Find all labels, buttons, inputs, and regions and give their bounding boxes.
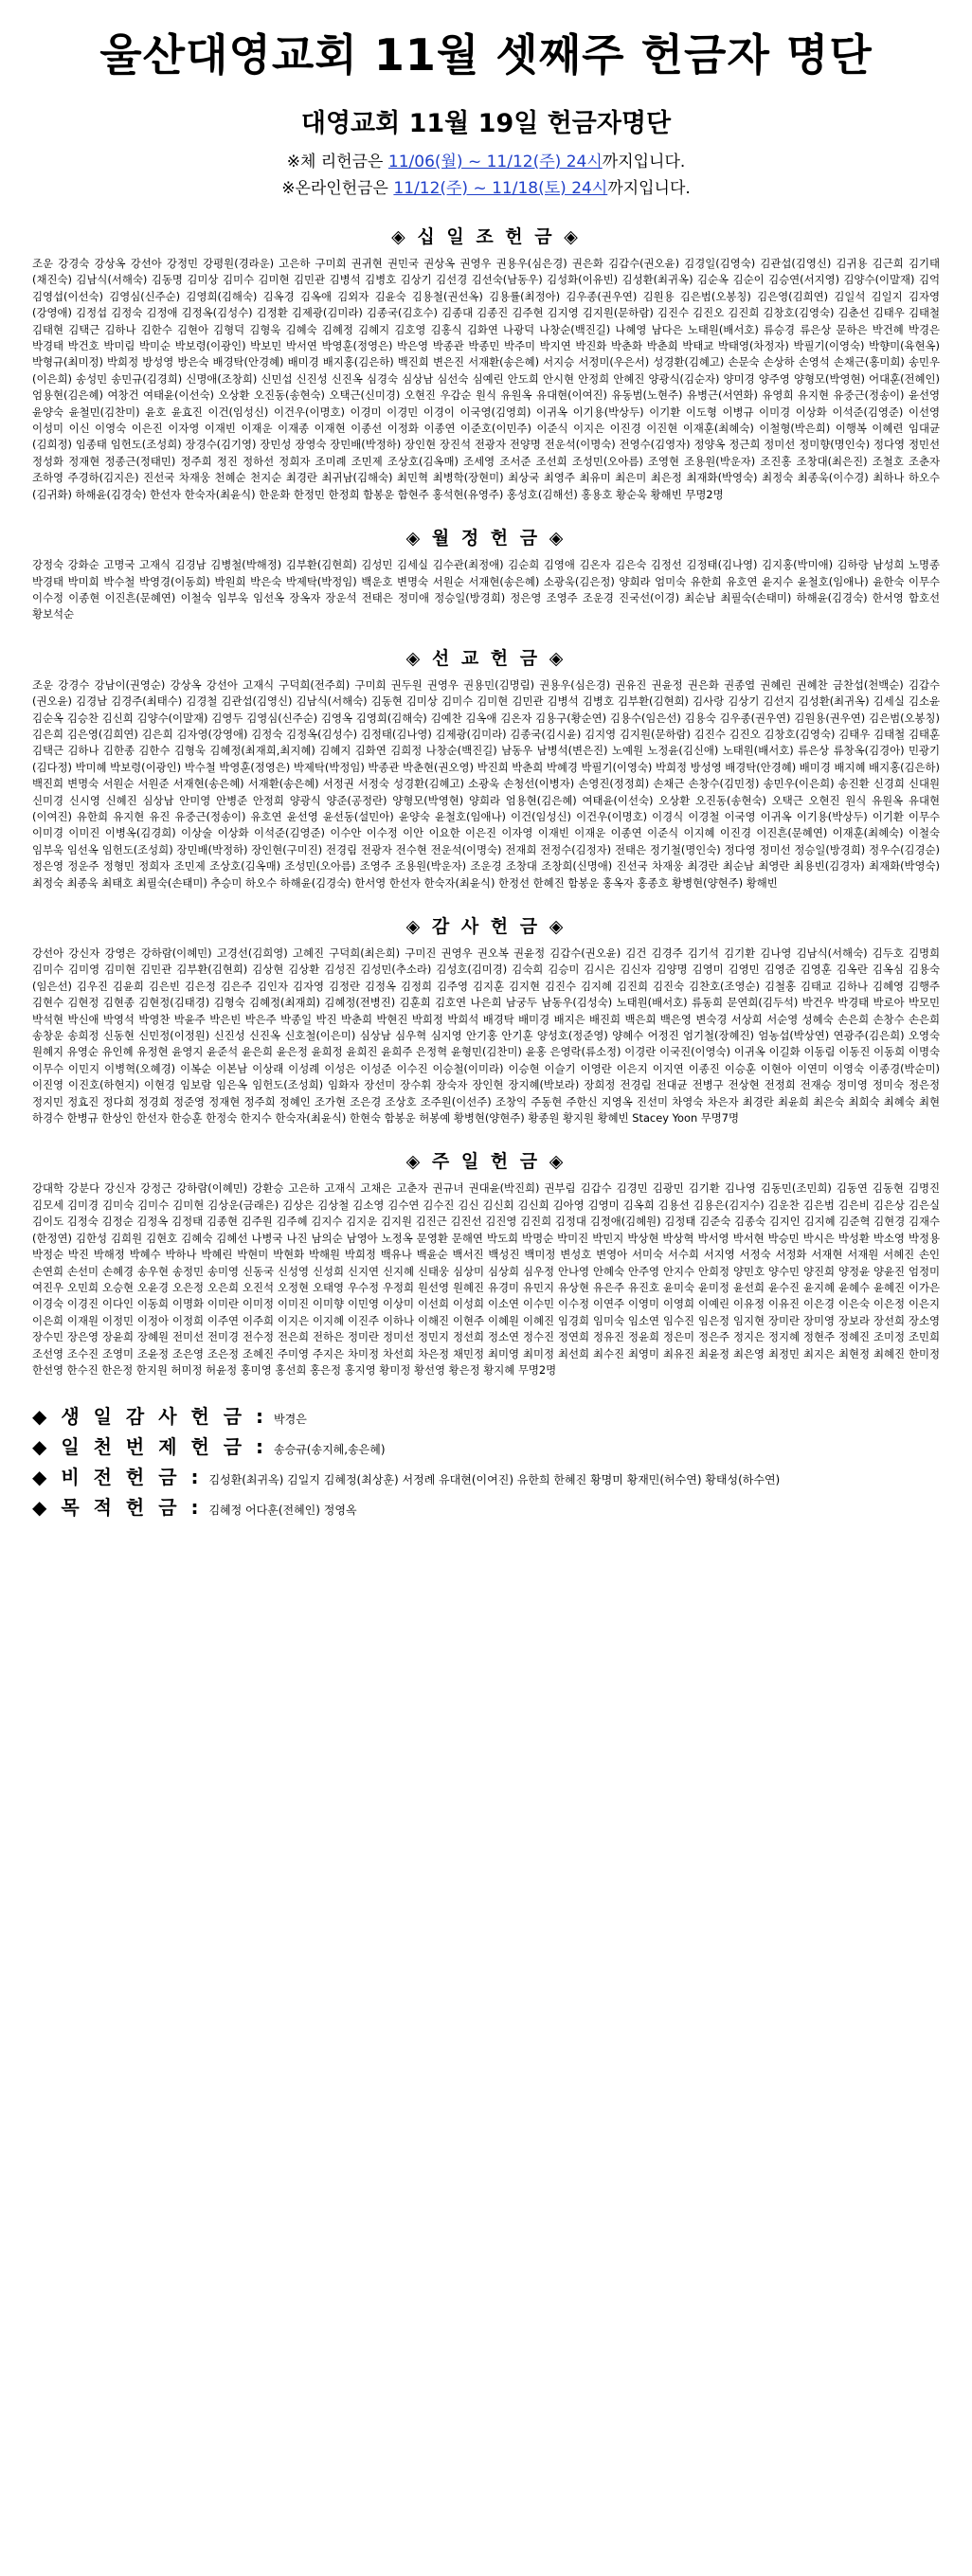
period-prefix: ※체 리헌금은 — [286, 153, 388, 171]
period-suffix: 까지입니다. — [607, 179, 691, 198]
section-thanks — [32, 912, 940, 1126]
period-date-link[interactable]: 11/06(월) ~ 11/12(주) 24시 — [387, 153, 603, 171]
section-heading: ◈ 선 교 헌 금 ◈ — [405, 647, 567, 669]
offering-names: 송승규(송지혜,송은혜) — [274, 1443, 386, 1457]
section-heading: ◈ 월 정 헌 금 ◈ — [405, 528, 567, 549]
page — [0, 21, 972, 1524]
other-offerings — [32, 1403, 940, 1524]
donor-names: 강정숙 강화순 고명국 고재식 김경남 김병철(박해정) 김부환(김현희) 김성민 김세실 김수관(최정애) 김순희 김영애 김온자 김은숙 김정선 김정태(김나영) 김지홍(박미애) 김하랑 남성희 노명종 박경태 박미희 박수철 박영경(이동희) 박원희 박은숙 박제탁(박정임) 백운호 변명숙 서원순 서재현(송은혜) 소광욱(김은정) 양희라 엄미숙 유한희 유호연 윤지수 윤철호(임애나) 윤한숙 이무수 이수정 이종현 이진흔(문혜연) 이철숙 임부욱 임선옥 장옥자 장운석 전태은 정미애 정승일(방경희) 정은영 조영주 조운경 진국선(이경) 최순남 최필숙(손태미) 하해윤(김경숙) 한서영 함호선 황보석순 — [32, 558, 940, 621]
vision-offering-row — [32, 1464, 940, 1494]
donor-names: 조운 강경숙 강상옥 강선아 강정민 강평원(경라운) 고은하 구미희 권귀현 권민국 권상옥 권영우 권용우(심은경) 권은화 김갑수(권오윤) 김경일(김영숙) 김관섭(김영신) 김귀용 김근희 김기태(채진숙) 김남식(서해숙) 김동명 김미상 김미수 김미현 김민관 김병석 김병호 김상기 김선경 김선숙(남동우) 김성화(이유빈) 김성환(최귀옥) 김순옥 김순이 김승연(서지영) 김양수(이말재) 김억 김영섭(이선숙) 김영심(신주순) 김영희(김해숙) 김옥경 김옥애 김외자 김윤숙 김용철(권선옥) 김용률(최정아) 김우종(권우연) 김원용 김은범(오봉칭) 김은영(김희연) 김일석 김일지 김자영(강영애) 김정섭 김정숙 김정애 김정옥(김성수) 김정환 김제광(김미라) 김종국(김호수) 김종대 김종진 김주현 김지영 김지원(문하람) 김진수 김진오 김진희 김창호(김영숙) 김춘선 김태우 김태철 김태현 김택근 김하나 김한수 김현아 김형덕 김형욱 김혜숙 김혜정 김혜지 김호영 김홍식 김화연 나광덕 나창순(백진길) 나혜영 남다은 노태원(배서호) 류승경 류은상 문하은 박건혜 박경은 박경태 박건호 박미림 박미순 박보령(이광인) 박보민 박서연 박영훈(정영은) 박은영 박종관 박종민 박주미 박지연 박진화 박춘화 박춘희 박태교 박태영(차정자) 박필기(이영숙) 박향미(육현옥) 박형규(최미정) 박희정 방성영 방은숙 배경탁(안경혜) 배미경 배지홍(김은하) 백진희 변은진 서재환(송은혜) 서지승 서정미(우은서) 성경환(김혜고) 손문숙 손상하 손영석 손채근(홍미희) 송민우(이은희) 송성민 송민규(김경희) 신명애(조창희) 신민섭 신진성 신진옥 심경숙 심상남 심선숙 심예린 안도희 안시현 안정희 안혜진 양광식(김순자) 양미경 양주영 양형모(박영현) 어대훈(전혜인) 엄용현(김은혜) 여창건 여태윤(이선숙) 오상환 오진동(송현숙) 오택근(신미경) 오현진 우갑순 원식 유원옥 유대현(이여진) 유동범(노현주) 유병근(서연화) 유영희 유지현 유중근(정송이) 윤선영 윤양숙 윤철민(김찬미) 윤호 윤효진 이건(임성신) 이건우(이명호) 이경미 이경민 이경이 이국영(김영희) 이귀옥 이기용(박상두) 이기환 이도형 이병규 이미경 이상화 이석준(김영준) 이선영 이성미 이신 이영숙 이은진 이자영 이재빈 이재운 이재종 이재현 이종선 이정화 이종연 이준호(이민주) 이준식 이지은 이진경 이진현 이재훈(최혜숙) 이철형(박은희) 이행복 이혜련 임대균(김희정) 임종태 임헌도(조성희) 장경수(김기영) 장민성 장영숙 장민배(박정하) 장인현 장진석 전광자 전양명 전운석(이명숙) 전영수(김영자) 정양옥 정근희 정미선 정미향(명인숙) 정다영 정민선 정성화 정재현 정종근(정태민) 정주희 정진 정하선 정희자 조미례 조민제 조상호(김옥매) 조세영 조서준 조선희 조성민(오아름) 조영현 조용원(박운자) 조진홍 조창대(최은진) 조철호 조춘자 조하영 주경하(김지은) 진선국 차재웅 천혜순 천지순 최경란 최귀남(김해숙) 최민혁 최병학(장현미) 최상국 최영주 최유미 최은미 최은정 최재화(박영숙) 최정숙 최종욱(이수경) 최하나 하오수(김귀화) 하해윤(김경숙) 한선자 한숙자(최윤식) 한운화 한정민 한정희 함봉운 함현주 홍석현(유영주) 홍성호(김해선) 홍용호 황순욱 황해빈 무명2명 — [32, 257, 940, 501]
section-monthly — [32, 524, 940, 623]
birthday-offering-row — [32, 1403, 940, 1433]
page-title: 울산대영교회 11월 셋째주 헌금자 명단 — [99, 29, 873, 81]
section-sunday — [32, 1147, 940, 1378]
section-heading: ◈ 감 사 헌 금 ◈ — [405, 916, 567, 937]
period-notes — [32, 149, 940, 202]
offering-label: ◆ 비 전 헌 금 : — [32, 1466, 203, 1489]
period-prefix: ※온라인헌금은 — [281, 179, 394, 198]
section-heading: ◈ 주 일 헌 금 ◈ — [405, 1151, 567, 1173]
period-line-online — [32, 175, 940, 202]
offering-names: 김혜정 어다훈(전혜인) 정영옥 — [208, 1504, 357, 1518]
offering-label: ◆ 목 적 헌 금 : — [32, 1496, 203, 1520]
donor-names: 강선아 강신자 강영은 강하람(이혜민) 고경선(김희영) 고혜진 구덕희(최은희) 구미진 권영우 권오복 권윤정 김갑수(권오윤) 김건 김경주 김기석 김기환 김나영 김남식(서해숙) 김두호 김명희 김미수 김미영 김미현 김민관 김부환(김현희) 김상현 김상환 김성진 김성민(추소라) 김성호(김미경) 김숙희 김승미 김시은 김신자 김양명 김영미 김영민 김영준 김영훈 김옥란 김옥심 김용숙(임은선) 김우진 김윤희 김은빈 김은정 김은주 김인자 김자영 김정란 김정옥 김정희 김주영 김지훈 김지현 김진수 김지혜 김진희 김진숙 김찬호(조영순) 김철홍 김태교 김하나 김혜영 김행주 김현수 김현정 김현종 김현정(김태경) 김형숙 김혜정(최재희) 김혜정(전병진) 김훈희 김호연 나은희 남궁두 남동우(김성숙) 노태원(배서호) 류동희 문연희(김두석) 박건우 박경태 박로아 박모민 박석현 박신애 박영석 박영찬 박윤주 박은빈 박은주 박종일 박진 박춘희 박현진 박희정 박희석 배경탁 배미경 배지은 배진희 백은희 백은영 변숙경 서상희 서순영 성혜숙 손은희 손창수 손은희 송창운 송희정 신동현 신민정(이정원) 신진성 신진옥 신호철(이은미) 심상남 심우혁 심지영 안기홍 안기훈 양성호(정준영) 양혜수 어정진 엄기철(장혜진) 엄농섭(박상연) 연광주(김은희) 오영숙 원혜지 유영순 유인혜 유정현 윤영지 윤준석 윤은희 윤은정 윤희정 윤희진 윤희주 은정혁 윤형민(김찬미) 윤홍 은영락(류소정) 이경란 이국진(이영숙) 이귀옥 이길화 이동림 이동진 이동희 이명숙 이무수 이민지 이병혁(오혜경) 이복순 이본남 이상래 이성례 이성은 이성준 이수진 이승철(이미라) 이승현 이슬기 이영란 이은지 이지연 이종진 이승훈 이현아 이연미 이영숙 이종경(박순미) 이진영 이진호(하현지) 이현경 임보람 임은옥 임헌도(조성희) 임화자 장선미 장수휘 장숙자 장인현 장지혜(박보라) 장희정 전경림 전대균 전병구 전상현 전정희 전재승 정미영 정미숙 정은정 정지민 정효진 정다희 정경희 정준영 정재현 정주희 정혜인 조가현 조은경 조상호 조주원(이선주) 조창익 주동현 주한신 지영옥 진선미 차영숙 차은자 최경란 최윤희 최은숙 최희숙 최혜숙 최현 하경수 한병규 한상인 한선자 한승훈 한정숙 한지수 한숙자(최윤식) 한현숙 함봉운 허봉예 황병현(양현주) 황종원 황지원 황혜빈 Stacey Yoon 무명7명 — [32, 946, 940, 1126]
offering-label: ◆ 일 천 번 제 헌 금 : — [32, 1435, 268, 1459]
page-subtitle: 대영교회 11월 19일 헌금자명단 — [300, 109, 672, 138]
thousand-offering-row — [32, 1433, 940, 1464]
donor-names: 강대학 강분다 강신자 강정근 강하람(이혜민) 강환승 고은하 고재식 고채은 고춘자 권규녀 권대윤(박진희) 권부림 김갑수 김경민 김광민 김기환 김나영 김동민(조민희) 김동연 김동현 김명진 김모세 김미경 김미숙 김미수 김미현 김상운(금래은) 김상은 김상철 김소영 김수연 김수진 김신 김신회 김신희 김아영 김영미 김옥희 김용선 김용은(김지수) 김운찬 김은범 김은비 김은상 김은실 김이도 김정숙 김정순 김정옥 김정태 김종현 김주원 김주혜 김지수 김지운 김지원 김진근 김진선 김진영 김진희 김정대 김정애(김혜원) 김정태 김준숙 김종숙 김지인 김지혜 김준혁 김현경 김재수(한정연) 김한성 김희원 김현호 김혜숙 김혜선 나병국 나진 남의순 남영아 노정옥 문영환 문해연 박도희 박명순 박미진 박민지 박상현 박상혁 박서영 박서현 박승민 박시은 박성환 박소영 박정용 박정순 박진 박해정 박혜수 박하나 박혜린 박현미 박현화 박해원 박희정 백유나 백윤순 백서진 백성진 백미정 변성호 변영아 서미숙 서수희 서지영 서정숙 서정화 서재현 서재원 서혜진 손인 손연희 손선미 손혜경 송우현 송정민 송미영 신동국 신성영 신성희 신지연 신지혜 신태웅 심상미 심상희 심우정 안나영 안혜숙 안주영 안지수 안희정 양민호 양수민 양진희 양정윤 양윤진 엄정미 여진우 오민희 오승현 오윤경 오은정 오은희 오진석 오정현 오태영 우수정 우정희 원선영 원혜진 유경미 유민지 유상현 유은주 유진호 윤미숙 윤미정 윤선희 윤수진 윤지혜 윤혜수 윤혜진 이가은 이경숙 이경진 이다인 이동희 이명화 이미란 이미정 이미진 이미향 이민영 이상미 이선희 이성희 이소연 이수민 이수정 이연주 이영미 이영희 이예린 이유정 이유진 이은경 이은숙 이은정 이은지 이은희 이재원 이정민 이정아 이정희 이주연 이주희 이지은 이지혜 이진주 이하나 이해진 이현주 이혜원 이혜진 임경희 임미숙 임소연 임수진 임은정 임지현 장미란 장미영 장보라 장선희 장소영 장수민 장은영 장윤희 장혜원 전미선 전미경 전수정 전은희 전하은 정미란 정미선 정민지 정선희 정소연 정수진 정연희 정유진 정윤희 정은미 정은주 정지은 정지혜 정현주 정혜진 조미정 조민희 조선영 조수진 조영미 조윤정 조은영 조은정 조혜진 주미영 주지은 차미정 차선희 차은정 채민정 최미영 최미정 최선희 최수진 최영미 최유진 최윤정 최은영 최정민 최지은 최현정 최혜진 한미정 한선영 한수진 한은정 한지원 허미정 허윤정 홍미영 홍선희 홍은정 홍지영 황미정 황선영 황은정 황지혜 무명2명 — [32, 1181, 940, 1377]
section-mission — [32, 644, 940, 892]
section-heading: ◈ 십 일 조 헌 금 ◈ — [391, 226, 581, 247]
purpose-offering-row — [32, 1494, 940, 1524]
period-date-link[interactable]: 11/12(주) ~ 11/18(토) 24시 — [393, 179, 608, 198]
period-line-offline — [32, 149, 940, 175]
donor-names: 조운 강경수 강남이(권영순) 강상옥 강선아 고재식 구덕희(전주희) 구미희 권두원 권영우 권용민(김명림) 권용우(심은경) 권유진 권윤정 권은화 권종열 권혜린 권혜찬 금찬섭(천백순) 김갑수(권오윤) 김경남 김경주(최태수) 김경철 김관섭(김영신) 김남식(서해숙) 김동현 김미상 김미수 김미현 김민관 김병석 김병호 김부환(김현희) 김사랑 김상기 김선지 김성환(최귀옥) 김세실 김소윤 김순옥 김승찬 김신희 김양수(이말재) 김영두 김영심(신주순) 김영옥 김영희(김해숙) 김예찬 김옥애 김온자 김용구(황순연) 김용수(임은선) 김용숙 김우종(권우연) 김원용(권우연) 김은범(오봉칭) 김은희 김은영(김희연) 김은희 김자영(강영애) 김정숙 김정옥(김성수) 김정태(김나영) 김제광(김미라) 김종국(김시윤) 김지영 김지원(문하람) 김진수 김진오 김창호(김영숙) 김태우 김태철 김태훈 김택근 김하나 김한종 김한수 김형욱 김혜정(최재희,최지혜) 김혜지 김화연 김희정 나창순(백진길) 남동우 남병석(변은진) 노예원 노정윤(김신애) 노태원(배서호) 류은상 류창옥(김경아) 민광기(김다정) 박미혜 박보령(이광인) 박수철 박영훈(정영은) 박제탁(박정임) 박종관 박춘현(권오영) 박진희 박춘희 박혜경 박필기(이영숙) 박희정 방성영 배경탁(안경혜) 배미경 배지혜 배지홍(김은하) 백진희 변명숙 서원순 서원준 서재현(송은혜) 서재환(송은혜) 서정권 서정숙 성경환(김혜고) 소광욱 손청선(이병자) 손영진(정정희) 손채근 손창수(김민정) 송민우(이은희) 송진환 신경희 신대원 신미경 신시영 신혜진 심상남 안미영 안병준 안정희 양광식 양준(공정란) 양형모(박영현) 양희라 엄용현(김은혜) 여태윤(이선숙) 오상환 오진동(송현숙) 오택근 오현진 원식 유원옥 유대현(이여진) 유한희 유지현 유진 유중근(정송이) 유호연 윤선영 윤선동(설민아) 윤양숙 윤철호(임애나) 이건(임성신) 이건우(이명호) 이경식 이경철 이국영 이귀옥 이기용(박상두) 이기환 이무수 이미경 이미진 이병옥(김경희) 이상술 이상화 이석준(김영준) 이수안 이수정 이안 이요한 이은진 이자영 이재빈 이재운 이종연 이준식 이지혜 이진경 이진흔(문혜연) 이재훈(최혜숙) 이철숙 임부욱 임선옥 임헌도(조성희) 장민배(박정하) 장인현(구미진) 전경림 전광자 전수현 전운석(이명숙) 전재희 전정수(김정자) 전태은 정기철(명인숙) 정다영 정미선 정승일(방경희) 정우수(김경순) 정은영 정운주 정형민 정희자 조민제 조상호(김옥매) 조성민(오아름) 조영주 조용원(박운자) 조운경 조창대 조창희(신명애) 진선국 차재웅 최경란 최순남 최영란 최용빈(김경자) 최재화(박영숙) 최정숙 최종욱 최태호 최필숙(손태미) 추승미 하오수 하해윤(김경숙) 한서영 한선자 한숙자(최윤식) 한정선 한혜진 함봉운 홍옥자 홍종호 황병현(양현주) 황해빈 — [32, 677, 940, 890]
period-suffix: 까지입니다. — [602, 153, 686, 171]
offering-names: 김성환(최귀옥) 김일지 김혜정(최상훈) 서정례 유대현(이여진) 유한희 한혜진 황명미 황재민(허수연) 황태성(하수연) — [208, 1473, 781, 1487]
offering-label: ◆ 생 일 감 사 헌 금 : — [32, 1405, 268, 1429]
section-tithe — [32, 223, 940, 503]
offering-names: 박경은 — [274, 1413, 307, 1427]
